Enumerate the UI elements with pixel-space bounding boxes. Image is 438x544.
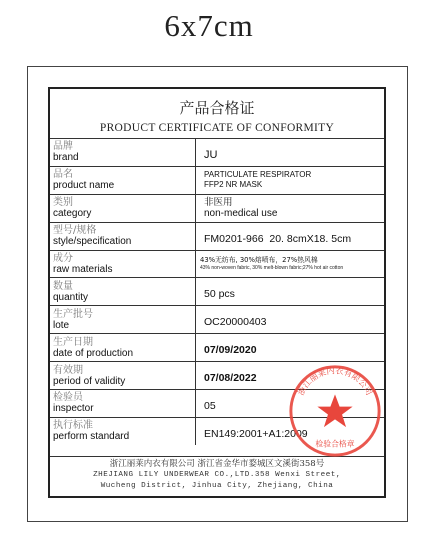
row-raw-materials <box>50 250 384 278</box>
value-product-name-line1: PARTICULATE RESPIRATOR <box>204 170 312 180</box>
label-cn: 检验员 <box>53 392 83 404</box>
row-quantity <box>50 278 384 306</box>
label-cn: 执行标准 <box>53 420 93 432</box>
label-cn: 类别 <box>53 197 73 209</box>
value-brand: JU <box>204 148 218 161</box>
row-lote <box>50 306 384 334</box>
stamp-text-top: 浙江丽莱内衣有限公司 <box>295 365 375 397</box>
row-style <box>50 222 384 250</box>
label-cn: 成分 <box>53 253 73 264</box>
label-en: product name <box>53 180 115 192</box>
label-cn: 型号/规格 <box>53 225 97 237</box>
value-production-date: 07/09/2020 <box>204 344 257 357</box>
certificate-title-en: PRODUCT CERTIFICATE OF CONFORMITY <box>99 122 335 134</box>
label-en: style/specification <box>53 236 132 248</box>
label-cn: 生产日期 <box>53 336 93 348</box>
row-category <box>50 194 384 222</box>
footer-address-cn: 浙江丽莱内衣有限公司 浙江省金华市婺城区文溪街358号 <box>109 459 325 469</box>
label-cn: 生产批号 <box>53 308 93 320</box>
label-en: period of validity <box>53 375 126 387</box>
label-en: brand <box>53 152 79 164</box>
label-cn: 有效期 <box>53 364 83 376</box>
certificate-footer <box>50 456 384 492</box>
value-quantity: 50 pcs <box>204 288 235 301</box>
label-en: lote <box>53 319 70 331</box>
footer-address-en-line2: Wucheng District, Jinhua City, Zhejiang, China <box>100 482 334 490</box>
label-cn: 品牌 <box>53 141 73 153</box>
value-product-name-line2: FFP2 NR MASK <box>204 180 263 190</box>
value-standard: EN149:2001+A1:2009 <box>204 427 308 440</box>
star-icon <box>317 394 352 427</box>
label-en: raw materials <box>53 264 113 275</box>
value-style: FM0201-966 20. 8cmX18. 5cm <box>204 232 352 245</box>
label-en: quantity <box>53 291 89 303</box>
label-cn: 数量 <box>53 280 73 292</box>
inspection-stamp <box>286 362 384 460</box>
label-en: perform standard <box>53 431 130 443</box>
value-validity: 07/08/2022 <box>204 372 257 385</box>
label-cn: 品名 <box>53 169 73 181</box>
value-lote: OC20000403 <box>204 316 267 329</box>
stamp-text-bottom: 检验合格章 <box>315 439 355 449</box>
value-inspector: 05 <box>204 399 216 412</box>
label-en: category <box>53 208 92 220</box>
size-label: 6x7cm <box>164 8 254 43</box>
value-category-cn: 非医用 <box>204 197 233 209</box>
value-materials-en: 43% non-woven fabric, 30% melt-blown fabric;27% hot air cotton <box>200 265 344 271</box>
row-date-of-production <box>50 334 384 362</box>
label-en: inspector <box>53 403 94 415</box>
certificate-title-cn: 产品合格证 <box>179 99 255 117</box>
row-brand <box>50 139 384 167</box>
value-category-en: non-medical use <box>204 208 278 220</box>
label-en: date of production <box>53 347 134 359</box>
value-materials-cn: 43%无纺布, 30%熔喷布，27%热风棉 <box>200 256 318 264</box>
svg-text:浙江丽莱内衣有限公司 <box>295 365 374 396</box>
row-product-name <box>50 166 384 194</box>
footer-address-en-line1: ZHEJIANG LILY UNDERWEAR CO.,LTD.358 Wenxi Street, <box>93 471 341 479</box>
